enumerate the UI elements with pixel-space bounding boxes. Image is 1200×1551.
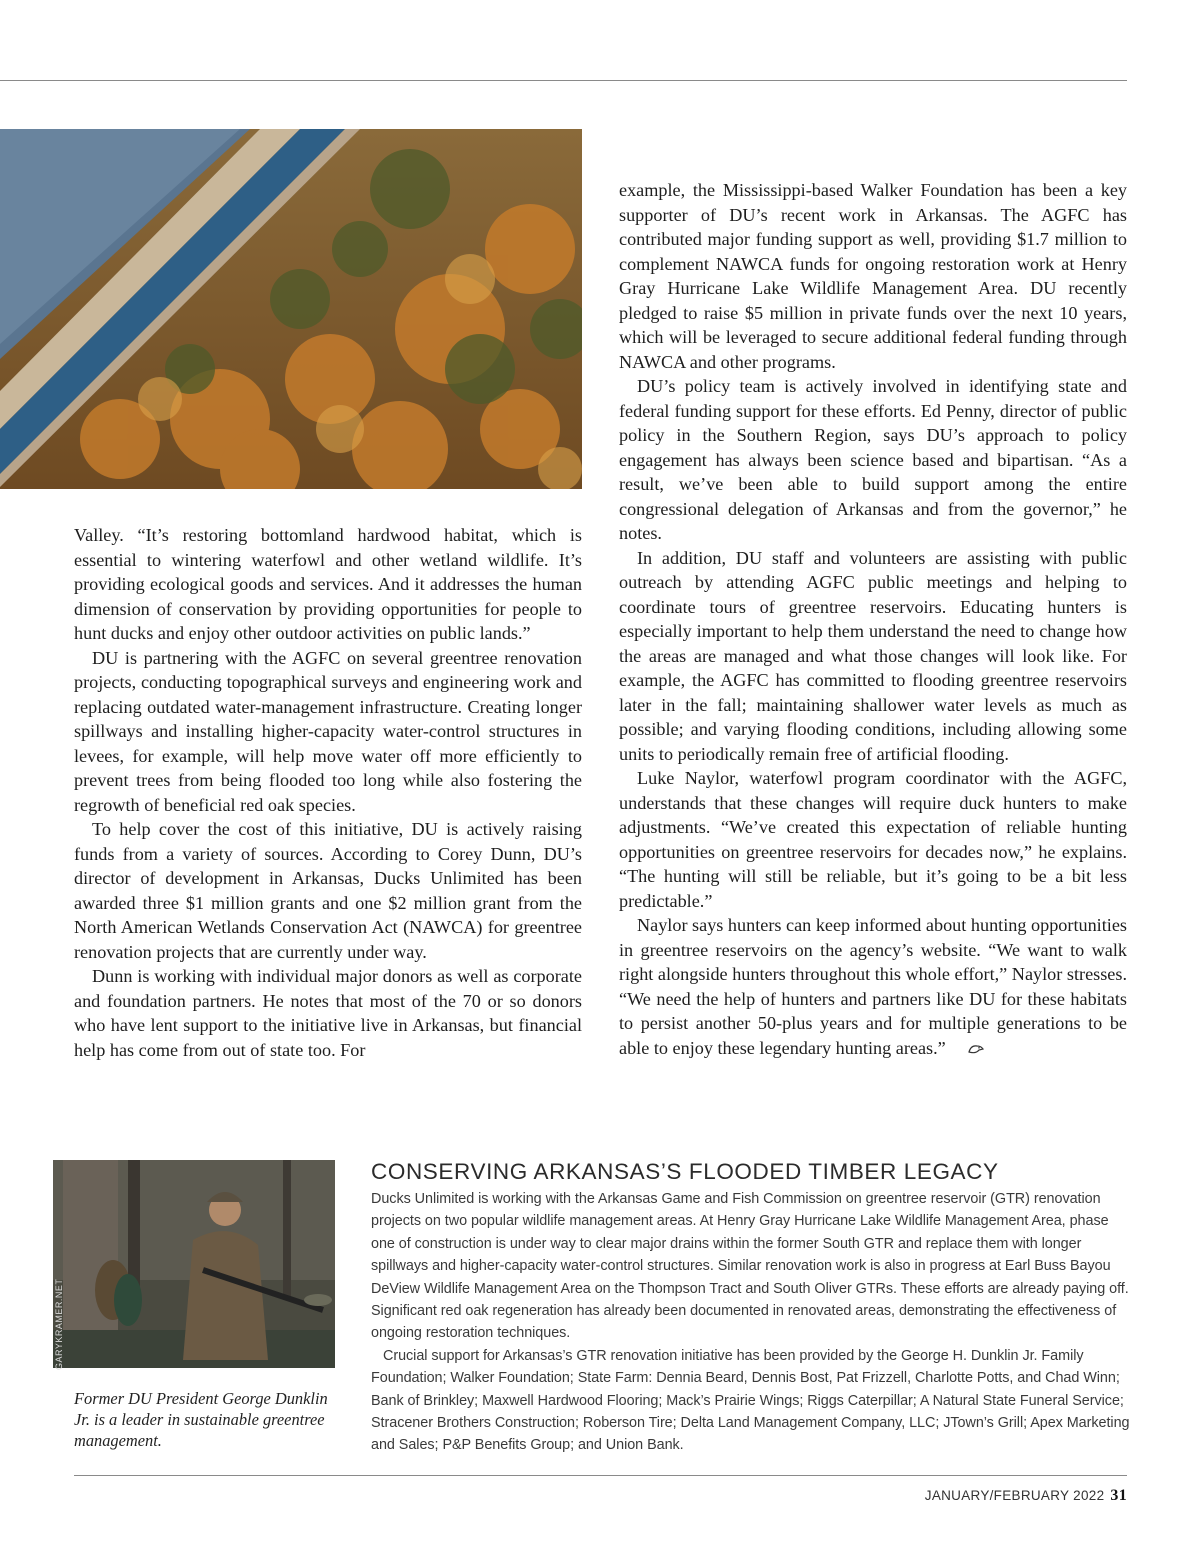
bottom-rule	[74, 1475, 1127, 1476]
page-number: 31	[1110, 1487, 1127, 1504]
aerial-forest-photo	[0, 129, 582, 489]
body-paragraph: To help cover the cost of this initiative, DU is actively raising funds from a variety of sources. According to Corey Dunn, DU’s director of development in Arkansas, Ducks Unlimited has been awarded three $1 million grants and one $2 million grant from the North American Wetlands Conservation Act (NAWCA) for greentree renovation projects that are currently under way.	[74, 819, 582, 962]
issue-date: JANUARY/FEBRUARY 2022	[924, 1488, 1105, 1503]
body-paragraph: Dunn is working with individual major donors as well as corporate and foundation partners. He notes that most of the 70 or so donors who have lent support to the initiative live in Arkansas, but financial help has come from out of state too. For	[74, 966, 582, 1060]
top-rule	[0, 80, 1127, 81]
page-folio	[925, 1487, 1127, 1505]
photo-caption: Former DU President George Dunklin Jr. is a leader in sustainable greentree management.	[74, 1389, 328, 1450]
body-paragraph: DU’s policy team is actively involved in identifying state and federal funding support for these efforts. Ed Penny, director of public policy in the Southern Region, says DU’s approach to policy engagement has always been science based and bipartisan. “As a result, we’ve been able to build support among the entire congressional delegation of Arkansas and from the governor,” he notes.	[619, 376, 1127, 543]
body-paragraph-text: Naylor says hunters can keep informed about hunting opportunities in greentree reservoirs on the agency’s website. “We want to walk right alongside hunters throughout this whole effort,” Naylor stresses. “We need the help of hunters and partners like DU for these habitats to persist another 50-plus years and for multiple generations to be able to enjoy these legendary hunting areas.”	[619, 915, 1127, 1058]
hunter-with-ducks-photo	[53, 1160, 335, 1368]
photo-credit	[54, 1356, 64, 1370]
article-column-left	[74, 523, 582, 1062]
sidebar-paragraph: Crucial support for Arkansas’s GTR renovation initiative has been provided by the George H. Dunklin Jr. Family Foundation; Walker Foundation; State Farm: Dennia Beard, Dennis Bost, Pat Frizzell, Charlotte Potts, and Chad Winn; Bank of Brinkley; Maxwell Hardwood Flooring; Mack’s Prairie Wings; Riggs Caterpillar; A Natural State Funeral Service; Stracener Brothers Construction; Roberson Tire; Delta Land Management Company, LLC; JTown’s Grill; Apex Marketing and Sales; P&P Benefits Group; and Union Bank.	[371, 1347, 1130, 1454]
sidebar-title: CONSERVING ARKANSAS’S FLOODED TIMBER LEGACY	[371, 1159, 999, 1184]
sidebar-box	[371, 1158, 1131, 1457]
article-column-right	[619, 178, 1127, 1062]
body-paragraph: Valley. “It’s restoring bottomland hardwood habitat, which is essential to wintering waterfowl and other wetland wildlife. It’s providing ecological goods and services. And it addresses the human dimension of conservation by providing opportunities for people to hunt ducks and enjoy other outdoor activities on public lands.”	[74, 525, 582, 643]
body-paragraph: DU is partnering with the AGFC on several greentree renovation projects, conducting topographical surveys and engineering work and replacing outdated water-management infrastructure. Creating longer spillways and installing higher-capacity water-control structures in levees, for example, will help move water off more efficiently to prevent trees from being flooded too long while also fostering the regrowth of beneficial red oak species.	[74, 647, 582, 815]
body-paragraph: Luke Naylor, waterfowl program coordinator with the AGFC, understands that these changes will require duck hunters to make adjustments. “We’ve created this expectation of reliable hunting opportunities on greentree reservoirs for decades now,” he explains. “The hunting will still be reliable, but it’s going to be a bit less predictable.”	[619, 768, 1127, 911]
sidebar-paragraph: Ducks Unlimited is working with the Arkansas Game and Fish Commission on greentree reservoir (GTR) renovation projects on two popular wildlife management areas. At Henry Gray Hurricane Lake Wildlife Management Area, phase one of construction is under way to clear major drains within the former South GTR and replace them with longer spillways and higher-capacity water-control structures. Similar renovation work is also in progress at Earl Buss Bayou DeView Wildlife Management Area on the Thompson Tract and South Oliver GTRs. These efforts are already paying off. Significant red oak regeneration has already been documented in renovated areas, demonstrating the effectiveness of ongoing restoration techniques.	[371, 1191, 1129, 1342]
body-paragraph: In addition, DU staff and volunteers are assisting with public outreach by attending AGFC public meetings and helping to coordinate tours of greentree reservoirs. Educating hunters is especially important to help them understand the need to change how the areas are managed and what those changes will look like. For example, the AGFC has committed to flooding greentree reservoirs later in the fall; maintaining shallower water levels as much as possible; and varying flooding conditions, including allowing some units to periodically remain free of artificial flooding.	[619, 547, 1127, 764]
body-paragraph-last	[619, 913, 1127, 1062]
duck-head-icon	[949, 1038, 985, 1063]
body-paragraph: example, the Mississippi-based Walker Foundation has been a key supporter of DU’s recent work in Arkansas. The AGFC has contributed major funding support as well, providing $1.7 million to complement NAWCA funds for ongoing restoration work at Henry Gray Hurricane Lake Wildlife Management Area. DU recently pledged to raise $5 million in private funds over the next 10 years, which will be leveraged to secure additional federal funding through NAWCA and other programs.	[619, 180, 1127, 372]
